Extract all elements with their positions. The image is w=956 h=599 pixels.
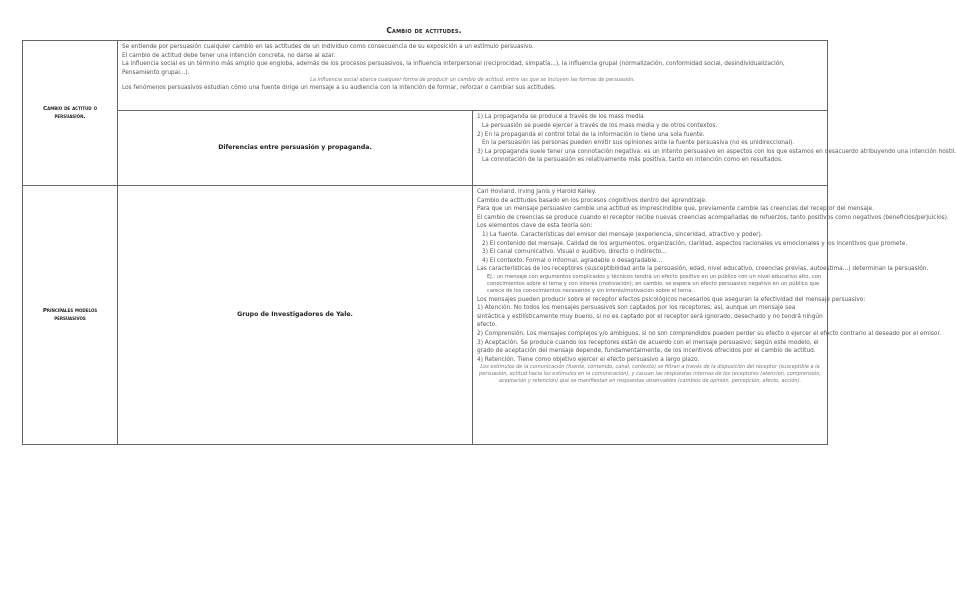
example-line: Ej.: un mensaje con argumentos complicados y técnicos tendrá un efecto positivo en un público con un nivel educativo alto, con conocimientos sobre el tema y con interés (motivación); en cambio, se espera un efecto persuasivo negativo en un público que carece de los conocimientos necesarios y sin interés/motivación sobre el tema. <box>487 273 822 295</box>
subtopic-cell-differences: Diferencias entre persuasión y propaganda. <box>118 111 473 186</box>
text-line: Cambio de actitudes basado en los procesos cognitivos dentro del aprendizaje. <box>477 197 707 204</box>
topic-cell-models: Principales modelos persuasivos <box>23 186 118 445</box>
text-line: 1) La fuente. Características del emisor del mensaje (experiencia, sinceridad, atractivo y poder). <box>482 231 763 238</box>
definition-cell <box>118 41 828 111</box>
table-row <box>23 186 828 445</box>
text-line: Las características de los receptores (susceptibilidad ante la persuasión, edad, nivel educativo, creencias previas, autoestima...) determinan la persuasión. <box>477 266 929 273</box>
attitude-change-table <box>22 40 956 445</box>
subtopic-cell-yale: Grupo de Investigadores de Yale. <box>118 186 473 445</box>
text-line: 3) El canal comunicativo. Visual o auditivo, directo o indirecto... <box>482 249 667 256</box>
text-line: Los mensajes pueden producir sobre el receptor efectos psicológicos necesarios que aseguran la efectividad del mensaje persuasivo: <box>477 296 866 303</box>
text-line: 2) El contenido del mensaje. Calidad de los argumentos, organización, claridad, aspectos racionales vs emocionales y los incentivos que promete. <box>482 240 908 247</box>
text-line: 4) El contexto. Formal o informal, agradable o desagradable... <box>482 257 663 264</box>
note-line: Los estímulos de la comunicación (fuente, contenido, canal, contexto) se filtran a través de la disposición del receptor (susceptible a la persuasión, actitud hacia los estímulos en la comunicación), y causan las respuestas internas de los receptores (atención, comprensión, aceptación y retención) que se manifiestan en respuestas observables (cambios de opinión, percepción, afecto, acción). <box>479 364 821 385</box>
text-line: 2) Comprensión. Los mensajes complejos y/o ambiguos, si no son comprendidos pueden perder su efecto o ejercer el efecto contrario al deseado por el emisor. <box>477 330 942 337</box>
text-line: El cambio de creencias se produce cuando el receptor recibe nuevas creencias acompañadas de refuerzos, tanto positivos como negativos (beneficios/perjuicios). <box>477 214 949 221</box>
text-line: La connotación de la persuasión es relativamente más positiva, tanto en intención como en resultados. <box>482 157 783 164</box>
text-line: 1) La propaganda se produce a través de los mass media <box>477 114 644 121</box>
text-line: La influencia social es un término más amplio que engloba, además de los procesos persuasivos, la influencia interpersonal (reciprocidad, simpatía...), la influencia grupal (normalización, conformidad social, desindividualización, Pensamiento grupal...). <box>122 61 785 76</box>
text-line: Los elementos clave de esta teoría son: <box>477 223 593 230</box>
text-line: La persuasión se puede ejercer a través de los mass media y de otros contextos. <box>482 123 718 130</box>
page-title: Cambio de actitudes. <box>386 26 462 35</box>
text-line: El cambio de actitud debe tener una intención concreta, no darse al azar. <box>122 52 336 59</box>
text-line: Los fenómenos persuasivos estudian cómo una fuente dirige un mensaje a su audiencia con la intención de formar, reforzar o cambiar sus actitudes. <box>122 85 556 92</box>
table-row <box>23 41 828 111</box>
text-line: 1) Atención. No todos los mensajes persuasivos son captados por los receptores; así, aunque un mensaje sea sintáctica y estilísticamente muy bueno, si no es captado por el receptor será ignorado, desechado y no tendrá ningún efecto. <box>477 305 823 329</box>
text-line: 3) Aceptación. Se produce cuando los receptores están de acuerdo con el mensaje persuasivo; según este modelo, el grado de aceptación del mensaje depende, fundamentalmente, de los incentivos ofrecidos por el cambio de actitud. <box>477 339 819 355</box>
table-row <box>23 111 828 186</box>
text-line: Para que un mensaje persuasivo cambie una actitud es imprescindible que, previamente cambie las creencias del receptor del mensaje. <box>477 206 874 213</box>
text-line: Carl Hovland, Irving Janis y Harold Kelley. <box>477 189 597 195</box>
differences-cell <box>473 111 956 186</box>
topic-cell-persuasion: Cambio de actitud o persuasión. <box>23 41 118 186</box>
text-line: Se entiende por persuasión cualquier cambio en las actitudes de un individuo como consecuencia de su exposición a un estímulo persuasivo. <box>122 44 534 50</box>
yale-model-cell <box>473 186 949 445</box>
text-line: 3) La propaganda suele tener una connotación negativa: es un intento persuasivo en aspectos con los que estamos en desacuerdo atribuyendo una intención hostil. <box>477 148 956 155</box>
note-line: La influencia social abarca cualquier forma de producir un cambio de actitud, entre las que se incluyen las formas de persuasión. <box>310 77 635 84</box>
text-line: 4) Retención. Tiene como objetivo ejercer el efecto persuasivo a largo plazo. <box>477 356 700 363</box>
text-line: 2) En la propaganda el control total de la información lo tiene una sola fuente. <box>477 131 705 138</box>
text-line: En la persuasión las personas pueden emitir sus opiniones ante la fuente persuasiva (no es unidireccional). <box>482 140 795 147</box>
